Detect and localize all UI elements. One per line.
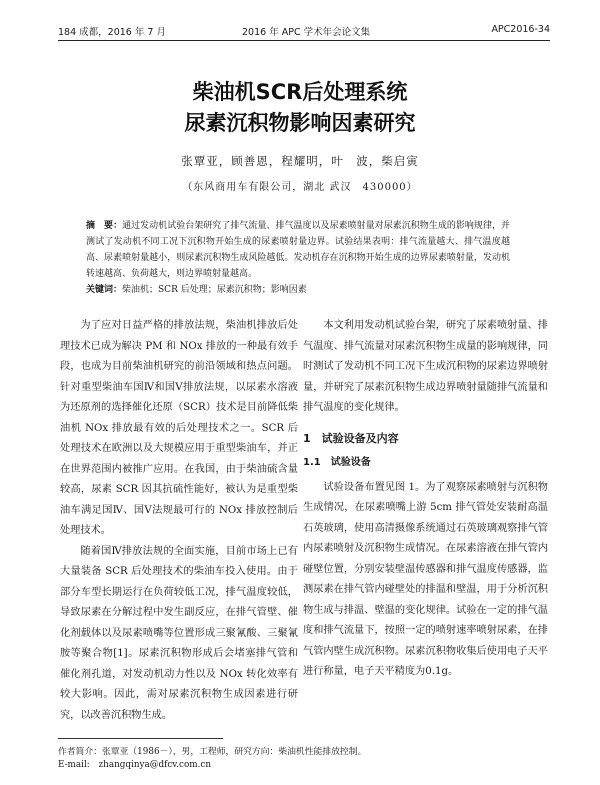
author-email: E-mail: zhangqinya@dfcv.com.cn [58, 760, 211, 770]
paragraph: 本文利用发动机试验台架，研究了尿素喷射量、排气温度、排气流量对尿素沉积物生成量的影响规律，同时测试了发动机不同工况下生成沉积物的尿素边界喷射量，并研究了尿素沉积物生成边界喷射量随排气流量和排气温度的变化规律。 [303, 320, 548, 413]
paper-title-line2: 尿素沉积物影响因素研究 [184, 111, 416, 135]
right-column [303, 316, 548, 683]
paragraph: 为了应对日益严格的排放法规，柴油机排放后处理技术已成为解决 PM 和 NOx 排放的一种最有效手段，也成为目前柴油机研究的前沿领域和热点问题。针对重型柴油车国Ⅳ和国Ⅴ排放法规，以尿素水溶液为还原剂的选择催化还原（SCR）技术是目前降低柴油机 NOx 排放最有效的后处理技术之一。SCR 后处理技术在欧洲以及大规模应用于重型柴油车，并正在世界范围内被推广应用。在我国，由于柴油硫含量较高，尿素 SCR 因其抗硫性能好，被认为是重型柴油车满足国Ⅳ、国Ⅴ法规最可行的 NOx 排放控制后处理技术。 [60, 320, 298, 536]
header-left: 184 成都，2016 年 7 月 [58, 27, 166, 38]
subsection-heading: 1.1 试验设备 [303, 457, 371, 468]
footnote-rule [58, 738, 223, 739]
keywords [86, 283, 510, 297]
left-column [60, 316, 298, 726]
author-bio: 作者简介：张覃亚（1986－），男，工程师，研究方向：柴油机性能排放控制。 [58, 747, 367, 757]
keywords-text: 柴油机；SCR 后处理；尿素沉积物；影响因素 [122, 285, 307, 295]
header-rule [58, 40, 550, 41]
abstract-label: 摘 要： [86, 221, 123, 231]
author-list: 张覃亚，顾善恩，程耀明，叶 波，柴启寅 [181, 154, 419, 168]
paragraph: 随着国Ⅳ排放法规的全面实施，目前市场上已有大量装备 SCR 后处理技术的柴油车投入使用。由于部分车型长期运行在负荷较低工况，排气温度较低，导致尿素在分解过程中发生副反应，在排气管壁、催化剂载体以及尿素喷嘴等位置形成三聚氰酸、三聚氰胺等聚合物[1]。尿素沉积物形成后会堵塞排气管和催化剂孔道，对发动机动力性以及 NOx 转化效率有较大影响。因此，需对尿素沉积物生成因素进行研究，以改善沉积物生成。 [60, 545, 298, 721]
header-right: APC2016-34 [491, 24, 550, 35]
abstract [86, 218, 510, 282]
keywords-label: 关键词： [86, 285, 123, 295]
abstract-text: 通过发动机试验台架研究了排气流量、排气温度以及尿素喷射量对尿素沉积物生成的影响规律，并测试了发动机不同工况下沉积物开始生成的尿素喷射量边界。试验结果表明：排气流量越大、排气温度越高、尿素喷射量越小，则尿素沉积物生成风险越低。发动机存在沉积物开始生成的边界尿素喷射量，发动机转速越高、负荷越大，则边界喷射量越高。 [86, 221, 510, 279]
header-center: 2016 年 APC 学术年会论文集 [242, 27, 371, 38]
paragraph: 试验设备布置见图 1。为了观察尿素喷射与沉积物生成情况，在尿素喷嘴上游 5cm 排气管处安装耐高温石英玻璃，使用高清摄像系统通过石英玻璃观察排气管内尿素喷射及沉积物生成情况。在尿素溶液在排气管内碰壁位置，分别安装壁温传感器和排气温度传感器，监测尿素在排气管内碰壁处的排温和壁温，用于分析沉积物生成与排温、壁温的变化规律。试验在一定的排气温度和排气流量下，按照一定的喷射速率喷射尿素，在排气管内壁生成沉积物。尿素沉积物收集后使用电子天平进行称量，电子天平精度为0.1g。 [303, 481, 548, 677]
paper-title-line1: 柴油机SCR后处理系统 [192, 80, 408, 104]
section-heading: 1 试验设备及内容 [303, 431, 399, 445]
affiliation: （东风商用车有限公司，湖北 武汉 430000） [182, 182, 418, 193]
